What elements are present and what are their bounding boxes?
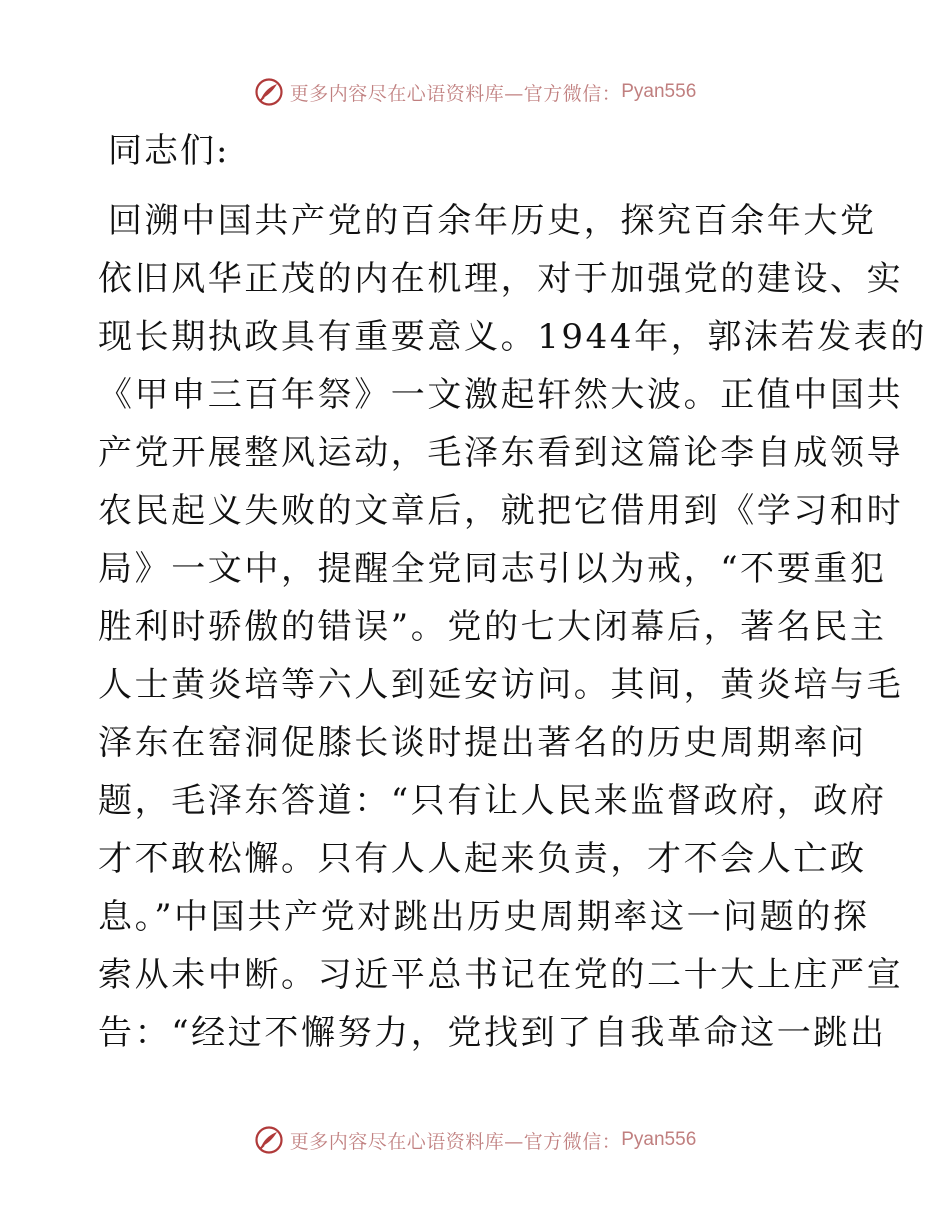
banner-text: 更多内容尽在心语资料库—官方微信： — [289, 1130, 622, 1153]
banner-text: 更多内容尽在心语资料库—官方微信： — [289, 82, 622, 105]
text-line: 人士黄炎培等六人到延安访问。其间，黄炎培与毛 — [98, 665, 904, 705]
text-line: 《甲申三百年祭》一文激起轩然大波。正值中国共 — [98, 375, 904, 415]
greeting: 同志们: — [108, 131, 230, 171]
text-line: 产党开展整风运动，毛泽东看到这篇论李自成领导 — [98, 433, 904, 473]
text-line: 息。”中国共产党对跳出历史周期率这一问题的探 — [98, 897, 870, 937]
text-line: 回溯中国共产党的百余年历史，探究百余年大党 — [108, 201, 877, 241]
banner-wechat-id: Pyan556 — [621, 1129, 697, 1150]
footer-banner — [0, 1120, 950, 1160]
header-banner — [0, 72, 950, 112]
text-line: 索从未中断。习近平总书记在党的二十大上庄严宣 — [98, 955, 904, 995]
text-line: 现长期执政具有重要意义。1944年，郭沫若发表的 — [98, 317, 927, 357]
text-line: 泽东在窑洞促膝长谈时提出著名的历史周期率问 — [98, 723, 867, 763]
text-line: 告：“经过不懈努力，党找到了自我革命这一跳出 — [98, 1013, 887, 1053]
text-line: 才不敢松懈。只有人人起来负责，才不会人亡政 — [98, 839, 867, 879]
paragraph — [98, 192, 927, 1062]
quill-pen-logo-icon — [254, 77, 284, 107]
text-line: 农民起义失败的文章后，就把它借用到《学习和时 — [98, 491, 904, 531]
text-line: 局》一文中，提醒全党同志引以为戒，“不要重犯 — [98, 549, 887, 589]
quill-pen-logo-icon — [254, 1125, 284, 1155]
document-body — [98, 122, 927, 1062]
text-line: 题，毛泽东答道：“只有让人民来监督政府，政府 — [98, 781, 887, 821]
text-line: 依旧风华正茂的内在机理，对于加强党的建设、实 — [98, 259, 904, 299]
text-line: 胜利时骄傲的错误”。党的七大闭幕后，著名民主 — [98, 607, 887, 647]
banner-wechat-id: Pyan556 — [621, 81, 697, 102]
